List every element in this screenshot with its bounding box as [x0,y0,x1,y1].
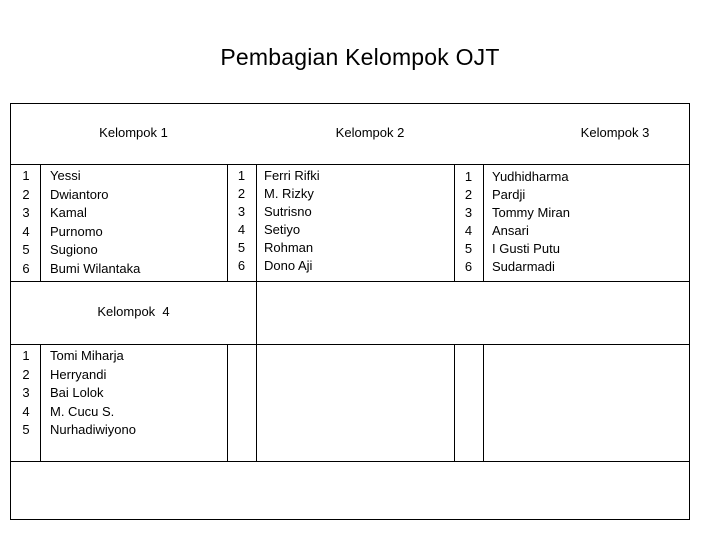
column-divider [256,164,257,461]
member-name: Bumi Wilantaka [50,260,141,276]
row-number: 1 [464,169,473,184]
member-name: Sudarmadi [492,259,555,274]
member-name: Rohman [264,240,314,255]
header-row-divider [10,164,690,165]
member-name: Purnomo [50,223,103,239]
row-number: 4 [237,222,246,237]
row-number: 3 [237,204,246,219]
row-number: 5 [464,241,473,256]
page-title: Pembagian Kelompok OJT [220,44,500,70]
group-1-members [50,167,140,278]
row-number: 6 [237,258,246,273]
column-divider [40,344,41,461]
member-name: Ferri Rifki [264,168,320,183]
member-name: I Gusti Putu [492,241,560,256]
row-divider [10,281,690,282]
group-1-heading: Kelompok 1 [99,125,168,140]
row-number: 5 [22,242,30,257]
row-number: 5 [237,240,246,255]
member-name: Bai Lolok [50,385,104,400]
row-number: 2 [22,186,30,202]
row-number: 4 [464,223,473,238]
member-name: Sugiono [50,242,98,257]
member-name: Herryandi [50,366,107,382]
row-number: 3 [22,205,30,220]
member-name: Dwiantoro [50,186,109,202]
member-name: Kamal [50,205,87,220]
member-name: Tommy Miran [492,205,571,220]
row-number: 3 [22,385,30,400]
row-number: 1 [22,168,30,183]
member-name: Yessi [50,168,81,183]
column-divider [454,344,455,461]
member-name: Ansari [492,223,529,238]
group-3-numbers [454,168,483,276]
group-3-heading: Kelompok 3 [580,125,650,140]
member-name: Nurhadiwiyono [50,422,136,437]
member-name: Setiyo [264,222,301,237]
row-divider [10,344,690,345]
row-number: 1 [237,168,246,183]
row-number: 1 [22,348,30,363]
group-2-heading: Kelompok 2 [335,125,405,140]
group-4-heading: Kelompok 4 [97,304,170,319]
member-name: Pardji [492,187,526,202]
member-name: Yudhidharma [492,169,569,184]
member-name: Sutrisno [264,204,312,219]
row-number: 2 [237,186,246,201]
group-4-numbers [12,347,40,440]
member-name: Dono Aji [264,258,313,273]
group-2-numbers [227,167,256,275]
group-3-members [492,168,570,276]
group-2-members [264,167,320,275]
row-number: 2 [22,366,30,382]
row-number: 2 [464,187,473,202]
member-name: M. Rizky [264,186,314,201]
row-number: 3 [464,205,473,220]
member-name: M. Cucu S. [50,403,115,419]
column-divider [483,344,484,461]
row-number: 4 [22,403,30,419]
row-number: 4 [22,223,30,239]
row-number: 5 [22,422,30,437]
group-4-members [50,347,136,440]
column-divider [227,344,228,461]
member-name: Tomi Miharja [50,348,124,363]
row-number: 6 [464,259,473,274]
column-divider [483,164,484,281]
row-divider [10,461,690,462]
group-1-numbers [12,167,40,278]
column-divider [40,164,41,281]
row-number: 6 [22,260,30,276]
